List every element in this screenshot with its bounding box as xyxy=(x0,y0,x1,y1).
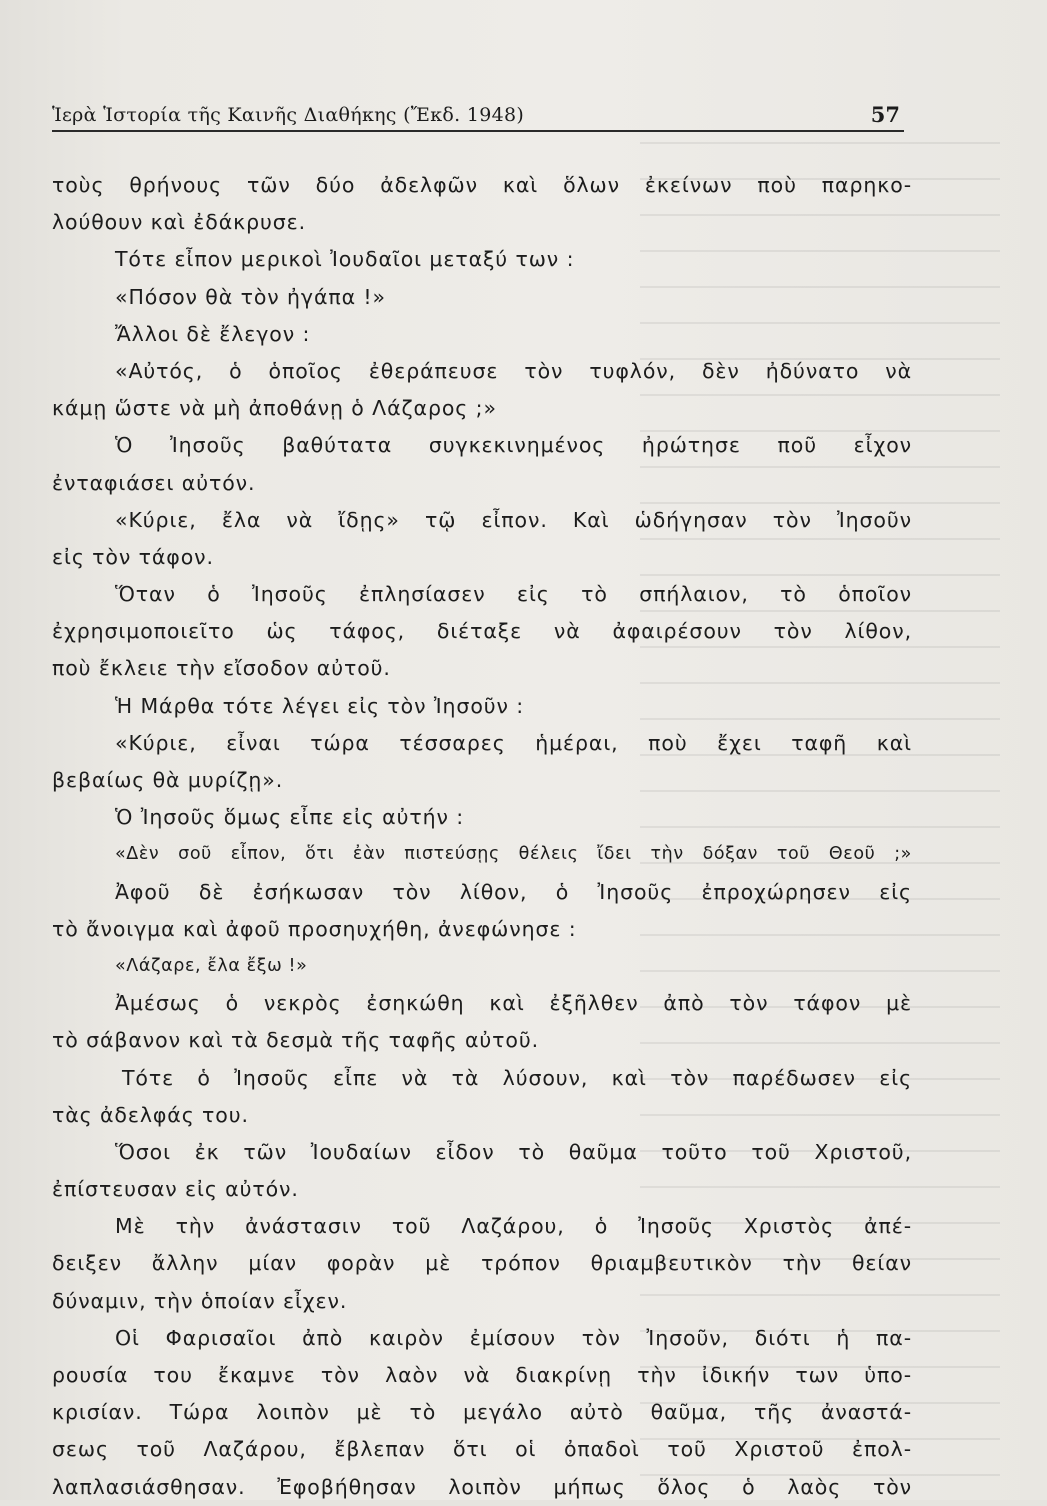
text-line: εἰς τὸν τάφον. xyxy=(52,544,214,569)
text-line: Ἡ Μάρθα τότε λέγει εἰς τὸν Ἰησοῦν : xyxy=(115,693,525,718)
text-line: Ἀφοῦ δὲ ἐσήκωσαν τὸν λίθον, ὁ Ἰησοῦς ἐπροχώρησεν εἰς xyxy=(115,879,912,904)
text-line: τοὺς θρήνους τῶν δύο ἀδελφῶν καὶ ὅλων ἐκείνων ποὺ παρηκο- xyxy=(52,173,912,197)
text-line: «Λάζαρε, ἔλα ἔξω !» xyxy=(115,955,308,976)
text-line: «Κύριε, εἶναι τώρα τέσσαρες ἡμέραι, ποὺ ἔχει ταφῆ καὶ xyxy=(115,730,912,755)
text-line: λαπλασιάσθησαν. Ἐφοβήθησαν λοιπὸν μήπως ὅλος ὁ λαὸς τὸν xyxy=(52,1474,912,1499)
text-line: βεβαίως θὰ μυρίζῃ». xyxy=(52,768,284,792)
text-line: Ἄλλοι δὲ ἔλεγον : xyxy=(115,321,311,346)
text-line: Ὅσοι ἐκ τῶν Ἰουδαίων εἶδον τὸ θαῦμα τοῦτο τοῦ Χριστοῦ, xyxy=(115,1139,912,1164)
text-line: σεως τοῦ Λαζάρου, ἔβλεπαν ὅτι οἱ ὀπαδοὶ τοῦ Χριστοῦ ἐπολ- xyxy=(52,1437,912,1462)
text-line: τὸ ἄνοιγμα καὶ ἀφοῦ προσηυχήθη, ἀνεφώνησε : xyxy=(52,916,577,941)
text-line: κάμῃ ὥστε νὰ μὴ ἀποθάνῃ ὁ Λάζαρος ;» xyxy=(52,396,497,421)
text-line: «Κύριε, ἔλα νὰ ἴδῃς» τῷ εἶπον. Καὶ ὡδήγησαν τὸν Ἰησοῦν xyxy=(115,507,912,532)
text-line: δύναμιν, τὴν ὁποίαν εἶχεν. xyxy=(52,1288,348,1313)
text-line: ποὺ ἔκλειε τὴν εἴσοδον αὐτοῦ. xyxy=(52,656,391,681)
text-line: ἐνταφιάσει αὐτόν. xyxy=(52,470,256,495)
text-line: Τότε ὁ Ἰησοῦς εἶπε νὰ τὰ λύσουν, καὶ τὸν παρέδωσεν εἰς xyxy=(122,1065,912,1090)
text-line: ρουσία του ἔκαμνε τὸν λαὸν νὰ διακρίνῃ τὴν ἰδικήν των ὑπο- xyxy=(52,1363,912,1387)
text-line: Τότε εἶπον μερικοὶ Ἰουδαῖοι μεταξύ των : xyxy=(115,247,575,272)
text-line: Μὲ τὴν ἀνάστασιν τοῦ Λαζάρου, ὁ Ἰησοῦς Χριστὸς ἀπέ- xyxy=(115,1214,912,1239)
body-text xyxy=(52,167,912,1506)
text-line: ἐπίστευσαν εἰς αὐτόν. xyxy=(52,1177,299,1202)
text-line: τὰς ἀδελφάς του. xyxy=(52,1102,249,1127)
text-line: Οἱ Φαρισαῖοι ἀπὸ καιρὸν ἐμίσουν τὸν Ἰησοῦν, διότι ἡ πα- xyxy=(115,1325,912,1350)
header-title: Ἱερὰ Ἱστορία τῆς Καινῆς Διαθήκης (Ἔκδ. 1948) xyxy=(52,104,525,126)
text-line: Ὁ Ἰησοῦς βαθύτατα συγκεκινημένος ἠρώτησε ποῦ εἶχον xyxy=(115,433,912,458)
text-line: Ὅταν ὁ Ἰησοῦς ἐπλησίασεν εἰς τὸ σπήλαιον, τὸ ὁποῖον xyxy=(115,582,912,607)
text-line: ἐχρησιμοποιεῖτο ὡς τάφος, διέταξε νὰ ἀφαιρέσουν τὸν λίθον, xyxy=(52,619,912,644)
text-line: Ἀμέσως ὁ νεκρὸς ἐσηκώθη καὶ ἐξῆλθεν ἀπὸ τὸν τάφον μὲ xyxy=(115,991,912,1016)
text-line: λούθουν καὶ ἐδάκρυσε. xyxy=(52,210,307,235)
page-number: 57 xyxy=(870,102,900,127)
text-line: «Αὐτός, ὁ ὁποῖος ἐθεράπευσε τὸν τυφλόν, δὲν ἠδύνατο νὰ xyxy=(115,358,912,383)
text-line: «Δὲν σοῦ εἶπον, ὅτι ἐὰν πιστεύσῃς θέλεις ἴδει τὴν δόξαν τοῦ Θεοῦ ;» xyxy=(115,844,912,865)
text-line: Ὁ Ἰησοῦς ὅμως εἶπε εἰς αὐτήν : xyxy=(115,805,465,830)
running-header xyxy=(52,100,904,132)
text-line: δειξεν ἄλλην μίαν φορὰν μὲ τρόπον θριαμβευτικὸν τὴν θείαν xyxy=(52,1251,912,1276)
text-line: «Πόσον θὰ τὸν ἠγάπα !» xyxy=(115,284,386,309)
text-line: τὸ σάβανον καὶ τὰ δεσμὰ τῆς ταφῆς αὐτοῦ. xyxy=(52,1028,540,1053)
text-line: κρισίαν. Τώρα λοιπὸν μὲ τὸ μεγάλο αὐτὸ θαῦμα, τῆς ἀναστά- xyxy=(52,1400,912,1425)
